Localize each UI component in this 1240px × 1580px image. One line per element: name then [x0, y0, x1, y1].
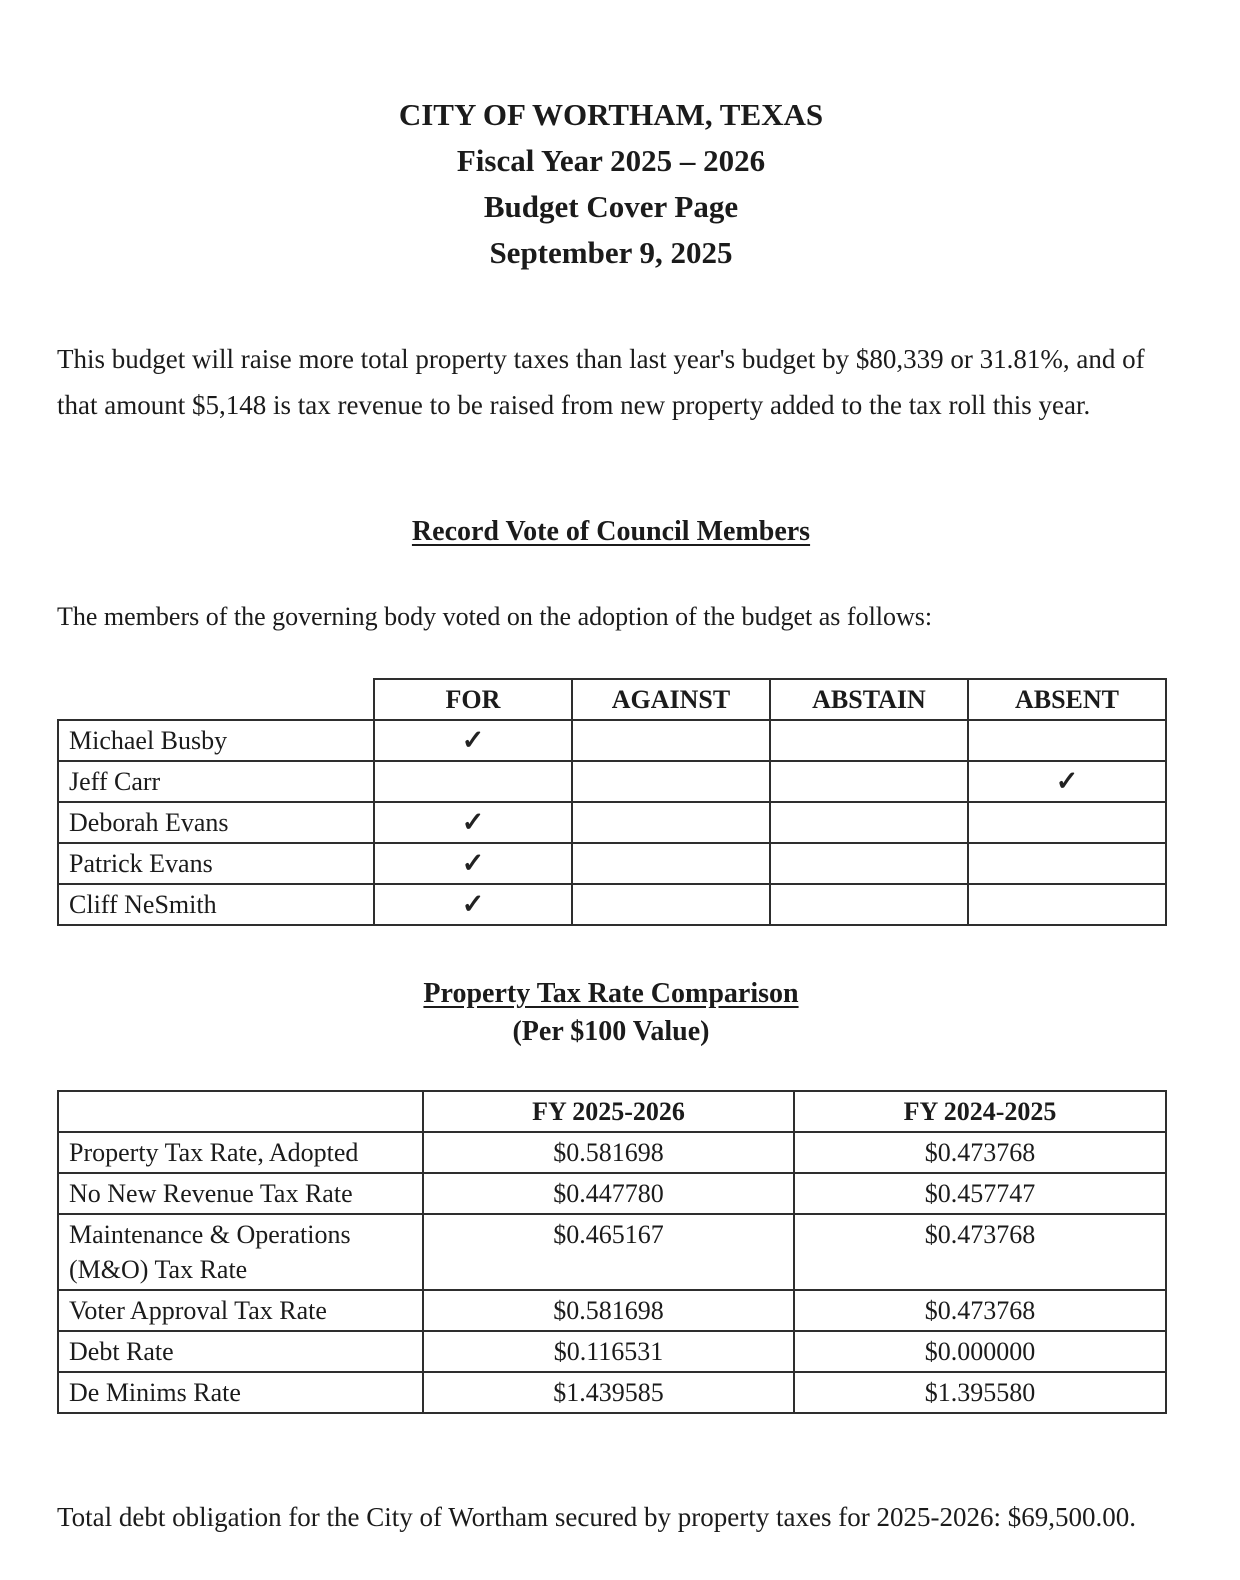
tax-header-blank-cell: [58, 1091, 423, 1132]
tax-value-fy-2024-2025: $0.457747: [794, 1173, 1166, 1214]
vote-cell-abstain: [770, 884, 968, 925]
vote-row: [58, 802, 1166, 843]
vote-cell-absent: [968, 802, 1166, 843]
tax-value-fy-2025-2026: $0.465167: [423, 1214, 794, 1290]
vote-cell-abstain: [770, 761, 968, 802]
tax-value-fy-2024-2025: $0.473768: [794, 1214, 1166, 1290]
vote-row: [58, 720, 1166, 761]
vote-header-blank-cell: [58, 679, 374, 720]
document-title-block: [57, 92, 1165, 276]
tax-row-label: No New Revenue Tax Rate: [58, 1173, 423, 1214]
tax-value-fy-2024-2025: $0.473768: [794, 1290, 1166, 1331]
council-member-name: Jeff Carr: [58, 761, 374, 802]
tax-row-label: Voter Approval Tax Rate: [58, 1290, 423, 1331]
doc-title-fiscal-year: Fiscal Year 2025 – 2026: [456, 143, 766, 178]
council-member-name: Deborah Evans: [58, 802, 374, 843]
vote-cell-absent: [968, 884, 1166, 925]
vote-cell-against: [572, 802, 770, 843]
vote-cell-for: [374, 761, 572, 802]
council-vote-table: [57, 678, 1167, 926]
doc-title-date: September 9, 2025: [489, 235, 733, 270]
vote-cell-for: ✓: [374, 884, 572, 925]
vote-cell-absent: ✓: [968, 761, 1166, 802]
tax-row: [58, 1214, 1166, 1290]
vote-cell-absent: [968, 843, 1166, 884]
vote-table-header-row: [58, 679, 1166, 720]
tax-row-label: Property Tax Rate, Adopted: [58, 1132, 423, 1173]
vote-cell-absent: [968, 720, 1166, 761]
tax-value-fy-2025-2026: $0.447780: [423, 1173, 794, 1214]
vote-cell-against: [572, 884, 770, 925]
vote-cell-for: ✓: [374, 802, 572, 843]
tax-comparison-heading-block: [57, 978, 1165, 1048]
tax-header-fy-2025-2026: FY 2025-2026: [423, 1091, 794, 1132]
council-member-name: Michael Busby: [58, 720, 374, 761]
tax-row: [58, 1331, 1166, 1372]
council-member-name: Cliff NeSmith: [58, 884, 374, 925]
tax-value-fy-2025-2026: $0.581698: [423, 1290, 794, 1331]
vote-cell-abstain: [770, 720, 968, 761]
tax-table-header-row: [58, 1091, 1166, 1132]
tax-value-fy-2025-2026: $0.116531: [423, 1331, 794, 1372]
tax-value-fy-2024-2025: $0.473768: [794, 1132, 1166, 1173]
vote-intro-text: The members of the governing body voted on the adoption of the budget as follows:: [57, 602, 933, 631]
vote-row: [58, 843, 1166, 884]
tax-increase-paragraph: This budget will raise more total property taxes than last year's budget by $80,339 or 31.81%, and of that amount $5,148 is tax revenue to be raised from new property added to the tax roll this year.: [57, 344, 1145, 420]
record-vote-heading: Record Vote of Council Members: [411, 516, 811, 547]
tax-row: [58, 1372, 1166, 1413]
tax-row-label: De Minims Rate: [58, 1372, 423, 1413]
vote-cell-for: ✓: [374, 843, 572, 884]
vote-header-absent: ABSENT: [968, 679, 1166, 720]
tax-row: [58, 1290, 1166, 1331]
tax-row: [58, 1173, 1166, 1214]
tax-row: [58, 1132, 1166, 1173]
doc-title-city: CITY OF WORTHAM, TEXAS: [398, 97, 824, 132]
tax-rate-comparison-table: [57, 1090, 1167, 1414]
tax-value-fy-2025-2026: $0.581698: [423, 1132, 794, 1173]
tax-header-fy-2024-2025: FY 2024-2025: [794, 1091, 1166, 1132]
vote-header-for: FOR: [374, 679, 572, 720]
tax-row-label: Debt Rate: [58, 1331, 423, 1372]
vote-header-against: AGAINST: [572, 679, 770, 720]
council-member-name: Patrick Evans: [58, 843, 374, 884]
doc-title-page-name: Budget Cover Page: [483, 189, 739, 224]
vote-header-abstain: ABSTAIN: [770, 679, 968, 720]
vote-row: [58, 884, 1166, 925]
vote-cell-abstain: [770, 802, 968, 843]
tax-comparison-heading: Property Tax Rate Comparison: [423, 978, 799, 1009]
vote-cell-against: [572, 720, 770, 761]
tax-value-fy-2024-2025: $1.395580: [794, 1372, 1166, 1413]
vote-cell-for: ✓: [374, 720, 572, 761]
tax-value-fy-2025-2026: $1.439585: [423, 1372, 794, 1413]
tax-comparison-subheading: (Per $100 Value): [512, 1016, 710, 1047]
tax-value-fy-2024-2025: $0.000000: [794, 1331, 1166, 1372]
tax-row-label: Maintenance & Operations (M&O) Tax Rate: [58, 1214, 423, 1290]
vote-cell-against: [572, 843, 770, 884]
vote-row: [58, 761, 1166, 802]
vote-cell-abstain: [770, 843, 968, 884]
vote-cell-against: [572, 761, 770, 802]
total-debt-obligation-paragraph: Total debt obligation for the City of Wortham secured by property taxes for 2025-2026: $69,500.00.: [57, 1502, 1136, 1532]
